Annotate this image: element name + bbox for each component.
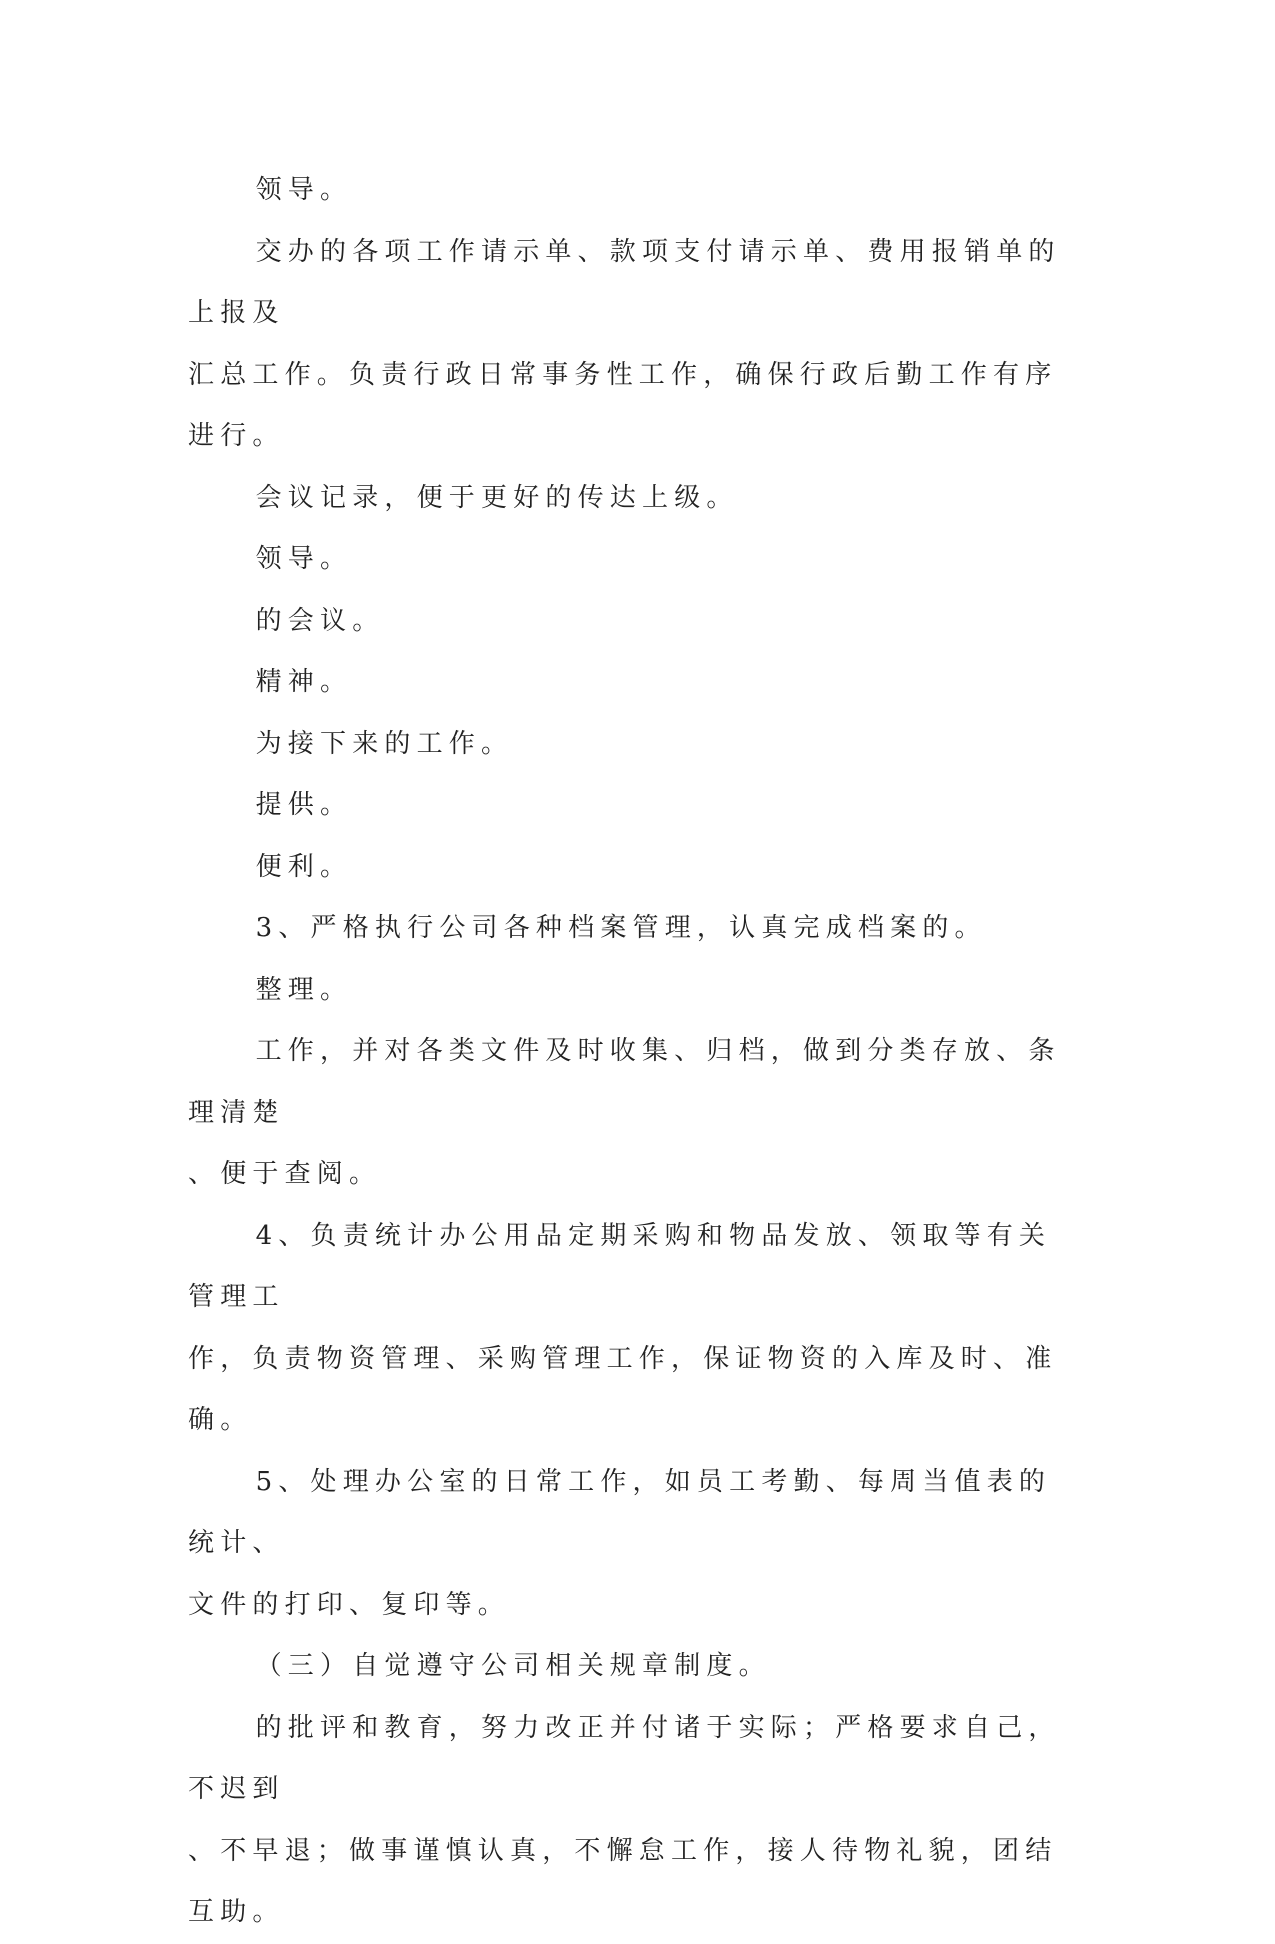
paragraph-line: 汇总工作。负责行政日常事务性工作，确保行政后勤工作有序进行。: [188, 359, 1058, 451]
paragraph-line: 、便于查阅。: [188, 1159, 382, 1189]
paragraph-line: 精神。: [255, 667, 353, 697]
paragraph-line: 的会议。: [255, 605, 385, 636]
paragraph-line: 文件的打印、复印等。: [188, 1589, 511, 1620]
paragraph-line: 3、严格执行公司各种档案管理，认真完成档案的。: [255, 913, 987, 943]
paragraph-line: 领导。: [255, 175, 353, 205]
paragraph-line: 、不早退；做事谨慎认真，不懈怠工作，接人待物礼貌，团结互助。: [188, 1835, 1058, 1927]
paragraph-line: 作，负责物资管理、采购管理工作，保证物资的入库及时、准确。: [188, 1343, 1058, 1435]
paragraph-line: 领导。: [255, 544, 353, 574]
paragraph-line: 交办的各项工作请示单、款项支付请示单、费用报销单的上报及: [188, 236, 1061, 328]
paragraph-line: 的批评和教育，努力改正并付诸于实际；严格要求自己，不迟到: [188, 1712, 1061, 1804]
paragraph-line: 4、负责统计办公用品定期采购和物品发放、领取等有关管理工: [188, 1220, 1052, 1312]
paragraph-line: 整理。: [255, 974, 353, 1005]
paragraph-line: 工作，并对各类文件及时收集、归档，做到分类存放、条理清楚: [188, 1036, 1061, 1128]
paragraph-line: 会议记录，便于更好的传达上级。: [255, 482, 739, 513]
document-body: [188, 160, 1078, 1944]
paragraph-line: 5、处理办公室的日常工作，如员工考勤、每周当值表的统计、: [188, 1466, 1052, 1558]
paragraph-line: 为接下来的工作。: [255, 728, 514, 759]
paragraph-line: 提供。: [255, 790, 353, 820]
section-heading: （三）自觉遵守公司相关规章制度。: [255, 1651, 771, 1681]
paragraph-line: 便利。: [255, 851, 353, 882]
